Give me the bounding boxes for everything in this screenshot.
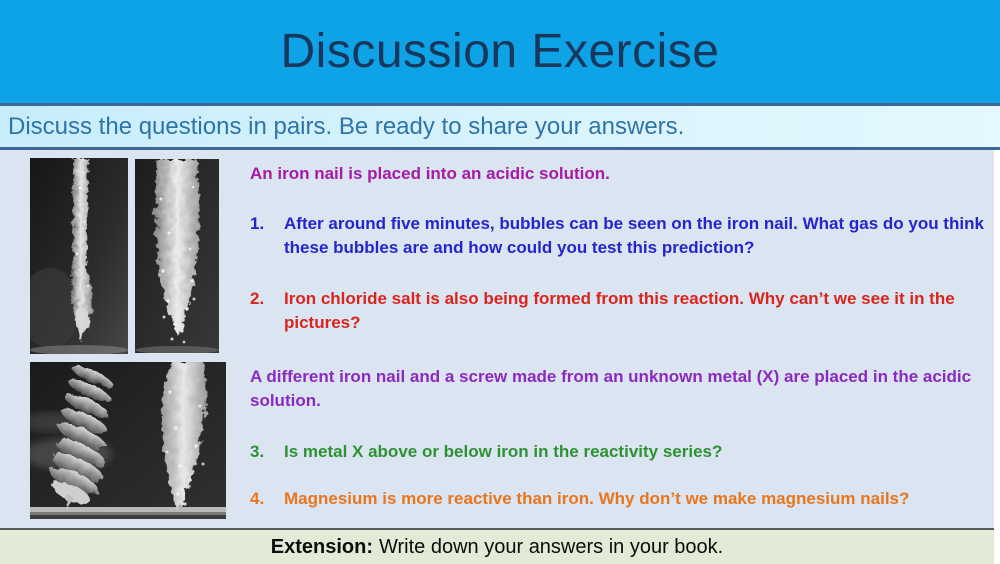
second-intro-statement: A different iron nail and a screw made from an unknown metal (X) are placed in the acidic solution. (250, 367, 972, 410)
question-2-text: Iron chloride salt is also being formed from this reaction. Why can’t we see it in the pictures? (284, 289, 955, 332)
question-1-number: 1. (250, 214, 265, 233)
subtitle-text: Discuss the questions in pairs. Be ready to share your answers. (8, 112, 685, 140)
content-area (0, 150, 994, 528)
extension-text: Write down your answers in your book. (379, 535, 724, 558)
title-bar (0, 0, 1000, 103)
question-4 (250, 487, 985, 511)
question-1-text: After around five minutes, bubbles can be seen on the iron nail. What gas do you think these bubbles are and how could you test this prediction? (284, 214, 984, 257)
extension-bar (0, 528, 994, 564)
question-3 (250, 440, 985, 464)
question-4-text: Magnesium is more reactive than iron. Why don’t we make magnesium nails? (284, 489, 910, 508)
question-4-number: 4. (250, 489, 265, 508)
page-title: Discussion Exercise (280, 25, 720, 78)
subtitle-band (0, 103, 1000, 150)
intro-statement: An iron nail is placed into an acidic solution. (250, 164, 610, 183)
question-1 (250, 212, 985, 260)
question-3-text: Is metal X above or below iron in the reactivity series? (284, 442, 723, 461)
question-3-number: 3. (250, 442, 265, 461)
iron-nail-photo-left (30, 158, 128, 354)
question-2-number: 2. (250, 289, 265, 308)
question-2 (250, 287, 985, 335)
extension-label: Extension: (270, 535, 373, 558)
screw-and-nail-photo (30, 362, 226, 519)
iron-nail-photo-right (135, 159, 219, 353)
